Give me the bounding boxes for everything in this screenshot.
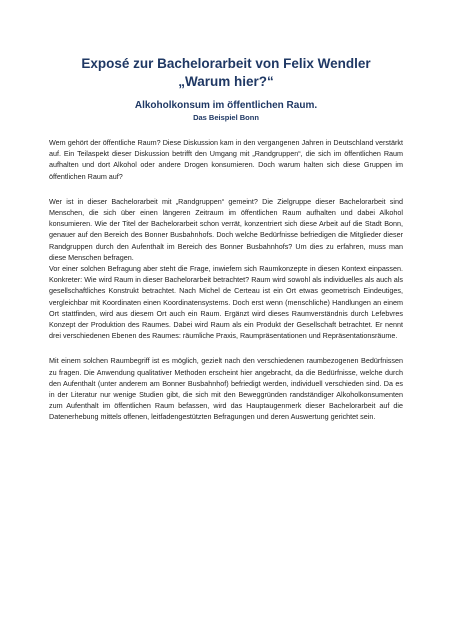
paragraph-space-concepts: Vor einer solchen Befragung aber steht die Frage, inwiefern sich Raumkonzepte in diesen Kontext einpassen. Konkreter: Wie wird Raum in dieser Bachelorarbeit betrachtet? Raum wird sowohl als individuelles als auch als gesellschaftliches Konstrukt betrachtet. Nach Michel de Certeau ist ein Ort etwas geometrisch Eindeutiges, vergleichbar mit Koordinaten einen Koordinatensystems. Doch erst wenn (menschliche) Handlungen an einem Ort stattfinden, wird aus diesem Ort auch ein Raum. Ergänzt wird dieses Raumverständnis durch Lefebvres Konzept der Produktion des Raumes. Dabei wird Raum als ein Produkt der Gesellschaft betrachtet. Er nennt drei verschiedenen Ebenen des Raumes: räumliche Praxis, Raumpräsentationen und Repräsentationsräume. bbox=[49, 264, 403, 341]
paragraph-target-group: Wer ist in dieser Bachelorarbeit mit „Randgruppen“ gemeint? Die Zielgruppe dieser Bachelorarbeit sind Menschen, die sich über einen längeren Zeitraum im öffentlichen Raum aufhalten und dabei Alkohol konsumieren. Wie der Titel der Bachelorarbeit schon verrät, konzentriert sich diese Arbeit auf die Stadt Bonn, genauer auf den Bereich des Bonner Busbahnhofs. Doch welche Bedürfnisse befriedigen die Mitglieder dieser Randgruppen durch den Aufenthalt im Bereich des Bonner Busbahnhofs? Um dies zu erfahren, muss man diese Menschen befragen. bbox=[49, 196, 403, 262]
paragraph-methods: Mit einem solchen Raumbegriff ist es möglich, gezielt nach den verschiedenen raumbezogenen Bedürfnissen zu fragen. Die Anwendung qualitativer Methoden erscheint hier angebracht, da die Bedürfnisse, welche durch den Aufenthalt (unter anderem am Bonner Busbahnhof) befriedigt werden, individuell verschieden sind. Da es in der Literatur nur wenige Studien gibt, die sich mit den Beweggründen randständiger Alkoholkonsumenten zum Aufenthalt im öffentlichen Raum befassen, wird das Hauptaugenmerk dieser Bachelorarbeit auf die Datenerhebung mittels offenen, leitfadengestützten Befragungen und deren Auswertung gerichtet sein. bbox=[49, 356, 403, 422]
title-line-2: „Warum hier?“ bbox=[178, 73, 274, 89]
document-title bbox=[49, 0, 403, 90]
document-subsubtitle: Das Beispiel Bonn bbox=[193, 113, 259, 122]
document-subtitle: Alkoholkonsum im öffentlichen Raum. bbox=[134, 100, 318, 111]
paragraph-intro: Wem gehört der öffentliche Raum? Diese Diskussion kam in den vergangenen Jahren in Deutschland verstärkt auf. Ein Teilaspekt dieser Diskussion betrifft den Umgang mit „Randgruppen“, die sich im öffentlichen Raum aufhalten und dort Alkohol oder andere Drogen konsumieren. Doch warum halten sich diese Gruppen im öffentlichen Raum auf? bbox=[49, 138, 403, 181]
title-line-1: Exposé zur Bachelorarbeit von Felix Wendler bbox=[81, 56, 371, 71]
document-body bbox=[49, 137, 403, 423]
